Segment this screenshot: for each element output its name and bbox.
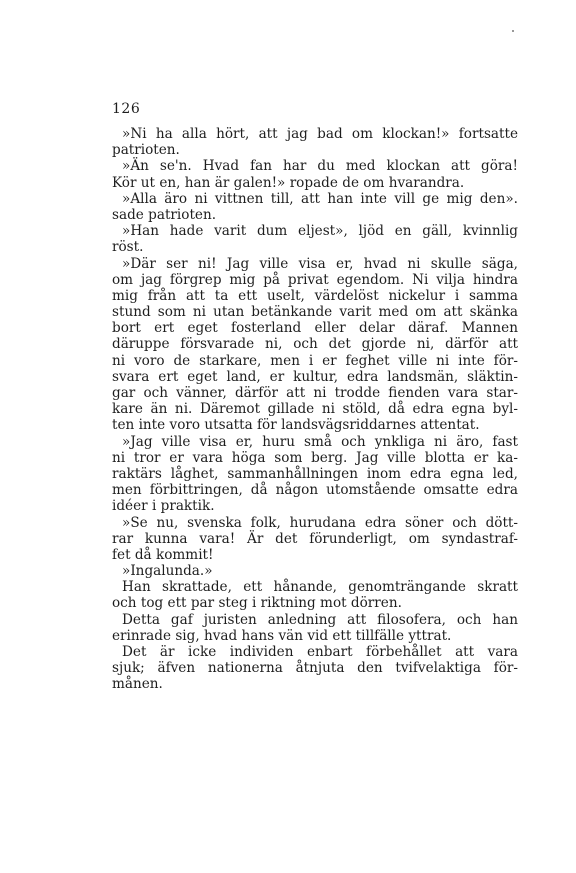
text-line: »Ni ha alla hört, att jag bad om klockan!» fortsatte bbox=[122, 126, 518, 142]
text-line: sjuk; äfven nationerna åtnjuta den tvifvelaktiga för- bbox=[112, 660, 518, 677]
text-line: »Han hade varit dum eljest», ljöd en gäll, kvinnlig bbox=[122, 223, 518, 240]
text-line: »Där ser ni! Jag ville visa er, hvad ni skulle säga, bbox=[122, 255, 518, 272]
text-line: men förbittringen, då någon utomstående omsatte edra bbox=[112, 482, 518, 499]
text-line: »Se nu, svenska folk, hurudana edra söner och dött- bbox=[122, 514, 518, 531]
print-speck bbox=[512, 30, 514, 32]
text-line: månen. bbox=[112, 676, 163, 693]
text-line: idéer i praktik. bbox=[112, 498, 215, 515]
text-line: gar och vänner, därför att ni trodde fienden vara star- bbox=[112, 385, 518, 401]
text-line: däruppe försvarade ni, och det gjorde ni, därför att bbox=[112, 336, 518, 353]
body-text bbox=[112, 126, 518, 693]
text-line: fet då kommit! bbox=[112, 546, 214, 563]
text-line: svara ert eget land, er kultur, edra landsmän, släktin- bbox=[112, 368, 518, 385]
text-line: Detta gaf juristen anledning att filosofera, och han bbox=[122, 611, 518, 628]
text-line: patrioten. bbox=[112, 142, 180, 159]
text-line: sade patrioten. bbox=[112, 206, 217, 223]
text-line: erinrade sig, hvad hans vän vid ett tillfälle yttrat. bbox=[112, 627, 452, 644]
page-number: 126 bbox=[112, 101, 141, 117]
text-line: ten inte voro utsatta för landsvägsriddarnes attentat. bbox=[112, 417, 480, 434]
text-line: kare än ni. Däremot gillade ni stöld, då edra egna byl- bbox=[112, 401, 518, 418]
text-line: om jag förgrep mig på privat egendom. Ni vilja hindra bbox=[112, 271, 518, 288]
text-line: Det är icke individen enbart förbehållet att vara bbox=[122, 644, 518, 660]
text-line: stund som ni utan betänkande varit med om att skänka bbox=[112, 304, 518, 321]
text-line: ni voro de starkare, men i er feghet ville ni inte för- bbox=[112, 352, 518, 369]
text-line: raktärs låghet, sammanhållningen inom edra egna led, bbox=[112, 465, 518, 482]
text-line: Han skrattade, ett hånande, genomträngande skratt bbox=[122, 579, 518, 596]
text-line: röst. bbox=[112, 239, 144, 256]
text-line: bort ert eget fosterland eller delar däraf. Mannen bbox=[112, 320, 518, 337]
text-line: »Ingalunda.» bbox=[122, 563, 213, 580]
text-line: »Alla äro ni vittnen till, att han inte vill ge mig den». bbox=[122, 190, 518, 207]
text-line: »Jag ville visa er, huru små och ynkliga ni äro, fast bbox=[122, 433, 518, 450]
text-line: mig från att ta ett uselt, värdelöst nickelur i samma bbox=[112, 287, 518, 304]
text-line: och tog ett par steg i riktning mot dörren. bbox=[112, 595, 402, 612]
text-line: »Än se'n. Hvad fan har du med klockan att göra! bbox=[122, 158, 518, 175]
text-line: rar kunna vara! Är det förunderligt, om syndastraf- bbox=[112, 530, 518, 547]
text-line: Kör ut en, han är galen!» ropade de om hvarandra. bbox=[112, 174, 465, 191]
text-line: ni tror er vara höga som berg. Jag ville blotta er ka- bbox=[112, 449, 518, 466]
